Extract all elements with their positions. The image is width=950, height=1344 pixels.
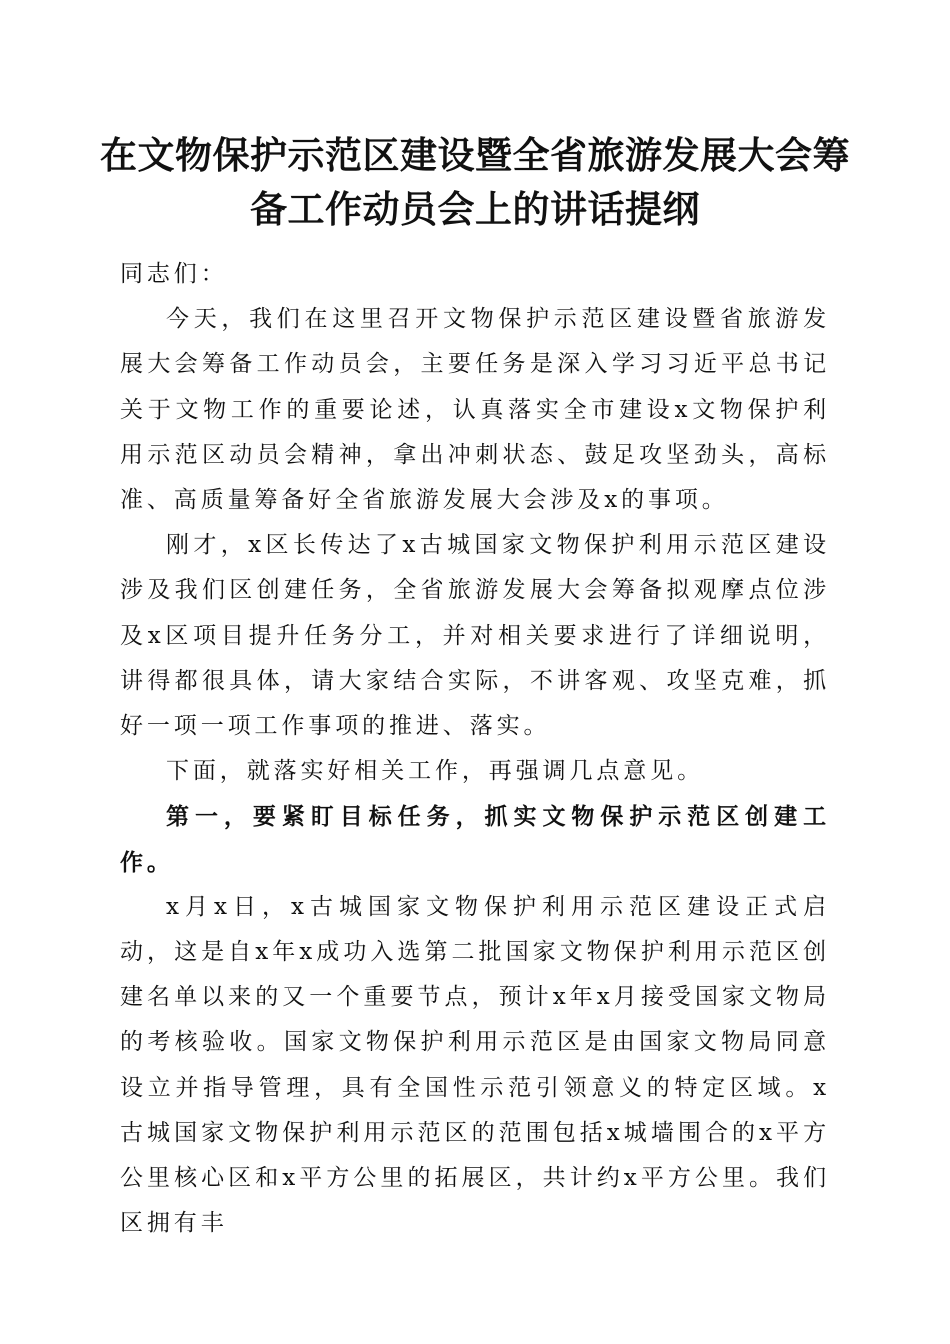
greeting: 同志们： <box>120 261 228 287</box>
paragraph-transition: 下面，就落实好相关工作，再强调几点意见。 <box>166 758 704 785</box>
paragraph-opening: 今天，我们在这里召开文物保护示范区建设暨省旅游发展大会筹备工作动员会，主要任务是深入学习习近平总书记关于文物工作的重要论述，认真落实全市建设x文物保护利用示范区动员会精神，拿出冲刺状态、鼓足攻坚劲头，高标准、高质量筹备好全省旅游发展大会涉及x的事项。 <box>120 306 830 514</box>
document-title: 在文物保护示范区建设暨全省旅游发展大会筹备工作动员会上的讲话提纲 <box>100 133 850 231</box>
paragraph-briefing: 刚才，x区长传达了x古城国家文物保护利用示范区建设涉及我们区创建任务，全省旅游发展大会筹备拟观摩点位涉及x区项目提升任务分工，并对相关要求进行了详细说明，讲得都很具体，请大家结合实际，不讲客观、攻坚克难，抓好一项一项工作事项的推进、落实。 <box>120 532 830 740</box>
document-body <box>120 252 830 1246</box>
section-heading-first: 第一，要紧盯目标任务，抓实文物保护示范区创建工作。 <box>120 803 830 876</box>
paragraph-first-detail: x月x日，x古城国家文物保护利用示范区建设正式启动，这是自x年x成功入选第二批国家文物保护利用示范区创建名单以来的又一个重要节点，预计x年x月接受国家文物局的考核验收。国家文物保护利用示范区是由国家文物局同意设立并指导管理，具有全国性示范引领意义的特定区域。x古城国家文物保护利用示范区的范围包括x城墙围合的x平方公里核心区和x平方公里的拓展区，共计约x平方公里。我们区拥有丰 <box>120 893 830 1237</box>
